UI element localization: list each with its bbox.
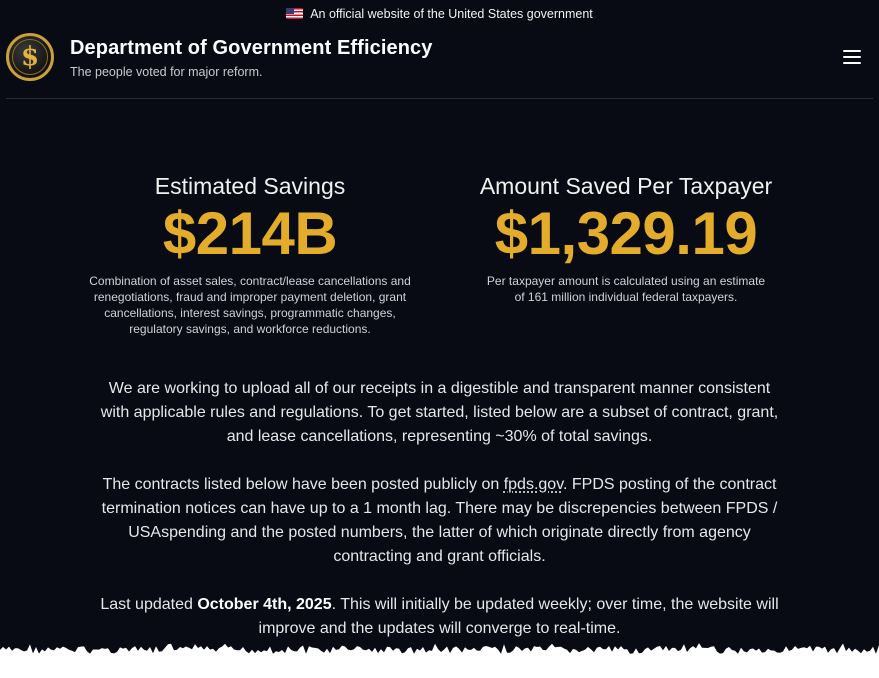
stat-label: Estimated Savings xyxy=(154,173,346,199)
fpds-text-before: The contracts listed below have been posted publicly on xyxy=(102,476,504,493)
seal-glyph: $ xyxy=(12,39,48,75)
dollar-seal-logo-icon[interactable] xyxy=(6,33,54,81)
stat-value: $1,329.19 xyxy=(494,200,758,267)
brand[interactable] xyxy=(70,37,432,79)
torn-edge xyxy=(0,636,879,678)
last-updated-before: Last updated xyxy=(100,596,198,613)
header-divider xyxy=(6,98,873,99)
estimated-savings-stat xyxy=(80,170,420,337)
fpds-text-after: . FPDS posting of the contract termination notices can have up to a 1 month lag. There may be discrepencies between FPDS / USAspending and the posted numbers, the latter of which originate directly from agency contracting and grant officials. xyxy=(101,476,778,565)
hamburger-menu-icon[interactable] xyxy=(843,50,861,65)
last-updated-date: October 4th, 2025 xyxy=(197,596,332,613)
intro-paragraph: We are working to upload all of our receipts in a digestible and transparent manner consistent with applicable rules and regulations. To get started, listed below are a subset of contract, grant, and lease cancellations, representing ~30% of total savings. xyxy=(100,380,779,445)
gov-banner xyxy=(0,0,879,27)
last-updated-paragraph xyxy=(100,593,779,641)
stat-label: Amount Saved Per Taxpayer xyxy=(479,173,773,199)
fpds-paragraph xyxy=(100,473,779,569)
site-header xyxy=(0,27,879,98)
stat-note: Per taxpayer amount is calculated using an estimate of 161 million individual federal taxpayers. xyxy=(486,274,766,304)
gov-banner-text: An official website of the United States government xyxy=(310,6,593,21)
menu-bar xyxy=(843,62,861,64)
intro-text xyxy=(100,377,779,665)
menu-bar xyxy=(843,50,861,52)
per-taxpayer-stat xyxy=(456,170,796,305)
stat-value: $214B xyxy=(162,200,338,267)
site-title: Department of Government Efficiency xyxy=(70,37,433,59)
us-flag-icon xyxy=(286,8,303,19)
fpds-link[interactable]: fpds.gov xyxy=(503,476,563,493)
last-updated-after: . This will initially be updated weekly; over time, the website will improve and the updates will converge to real-time. xyxy=(258,596,779,637)
menu-bar xyxy=(843,56,861,58)
site-subtitle: The people voted for major reform. xyxy=(70,65,263,79)
stat-note: Combination of asset sales, contract/lease cancellations and renegotiations, fraud and improper payment deletion, grant cancellations, interest savings, programmatic changes, regulatory savings, and workforce reductions. xyxy=(89,274,411,336)
